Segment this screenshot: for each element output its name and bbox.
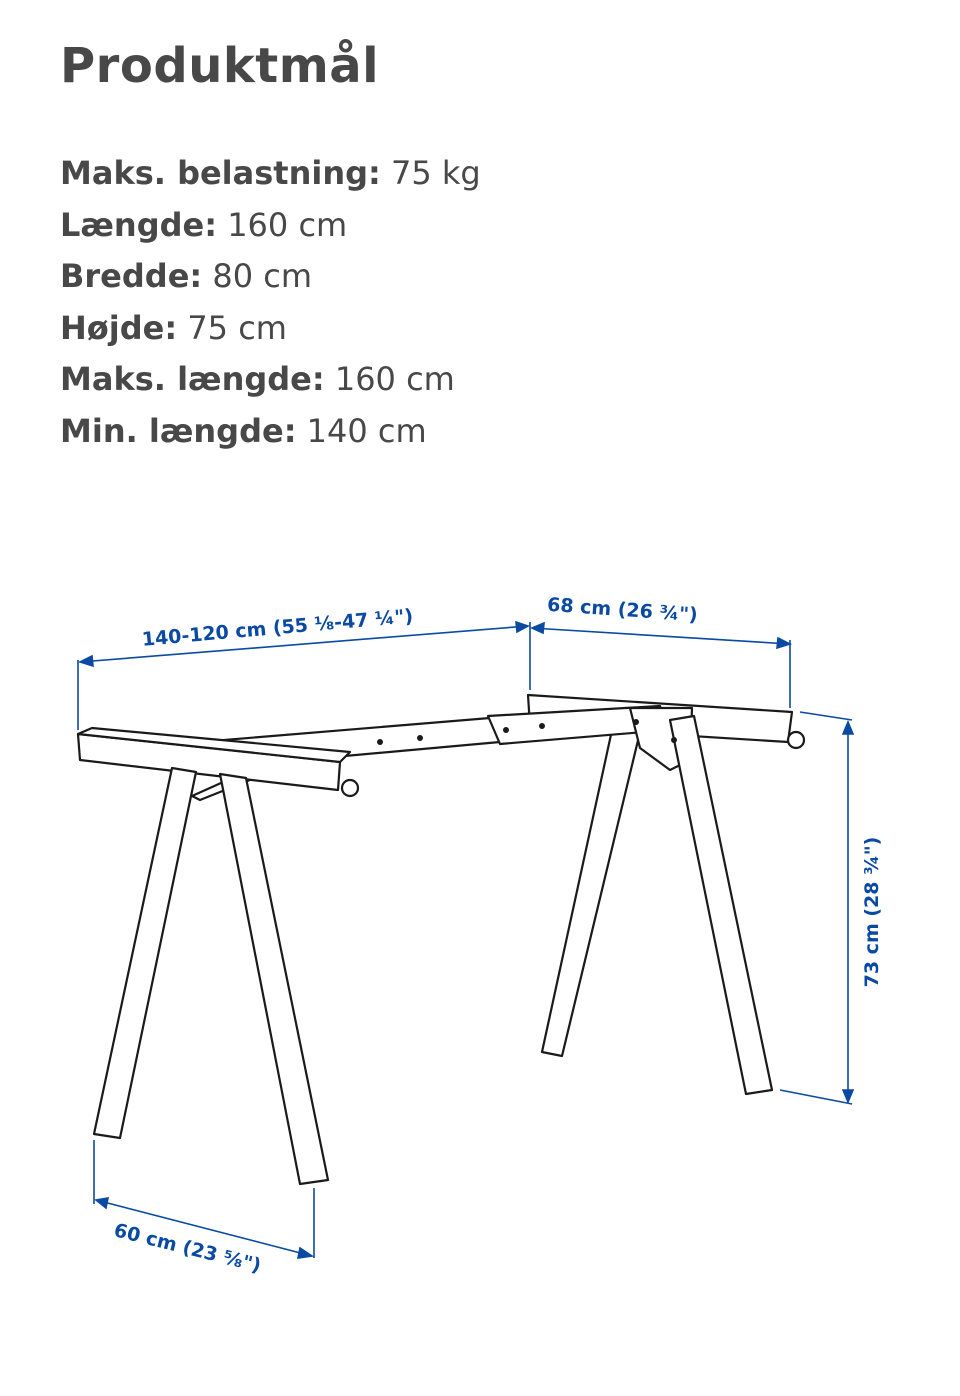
left-front-leg xyxy=(94,768,196,1138)
spec-height xyxy=(60,303,481,355)
hole xyxy=(539,723,545,729)
spec-label: Højde: xyxy=(60,308,178,347)
spec-length xyxy=(60,200,481,252)
spec-label: Maks. belastning: xyxy=(60,154,381,192)
hole xyxy=(377,739,383,745)
right-front-leg xyxy=(670,716,772,1094)
dimension-labels xyxy=(112,594,883,1277)
hole xyxy=(503,727,509,733)
arrow-head xyxy=(843,1090,853,1102)
depth-dimension-label: 68 cm (26 ¾") xyxy=(546,593,699,627)
arrow-head xyxy=(777,638,790,648)
arrow-head xyxy=(80,656,93,666)
hook-right xyxy=(788,732,804,748)
hole xyxy=(417,735,423,741)
leg-span-dimension-label: 60 cm (23 ⅝") xyxy=(111,1219,264,1278)
spec-value: 160 cm xyxy=(334,360,455,399)
length-dimension-label: 140-120 cm (55 ⅛-47 ¼") xyxy=(140,605,414,651)
spec-label: Min. længde: xyxy=(60,411,297,450)
spec-label: Længde: xyxy=(60,205,218,244)
spec-label: Bredde: xyxy=(60,257,203,296)
arrow-head xyxy=(516,622,528,632)
height-ext-top xyxy=(800,712,852,720)
spec-value: 160 cm xyxy=(227,205,348,244)
height-dimension-label: 73 cm (28 ¾") xyxy=(861,836,883,988)
spec-value: 75 cm xyxy=(187,308,287,347)
hole xyxy=(671,737,677,743)
spec-label: Maks. længde: xyxy=(60,360,325,399)
left-rear-leg xyxy=(220,774,328,1184)
right-back-leg xyxy=(542,730,640,1056)
arrow-head xyxy=(96,1198,108,1208)
table-frame-diagram xyxy=(0,560,960,1320)
arrow-head xyxy=(843,722,853,734)
spec-list xyxy=(60,148,481,458)
spec-value: 75 kg xyxy=(390,154,481,192)
spec-min-length xyxy=(60,406,481,458)
spec-max-length xyxy=(60,354,481,406)
height-ext-bottom xyxy=(780,1090,852,1104)
table-frame-drawing xyxy=(78,695,804,1184)
spec-max-load xyxy=(60,148,481,200)
depth-dim-line xyxy=(532,628,790,644)
hole xyxy=(633,719,639,725)
arrow-head xyxy=(298,1248,312,1258)
spec-width xyxy=(60,251,481,303)
arrow-head xyxy=(532,623,544,633)
hook-left xyxy=(342,780,358,796)
spec-value: 140 cm xyxy=(306,411,427,450)
spec-value: 80 cm xyxy=(212,257,313,296)
page-title: Produktmål xyxy=(60,38,380,94)
